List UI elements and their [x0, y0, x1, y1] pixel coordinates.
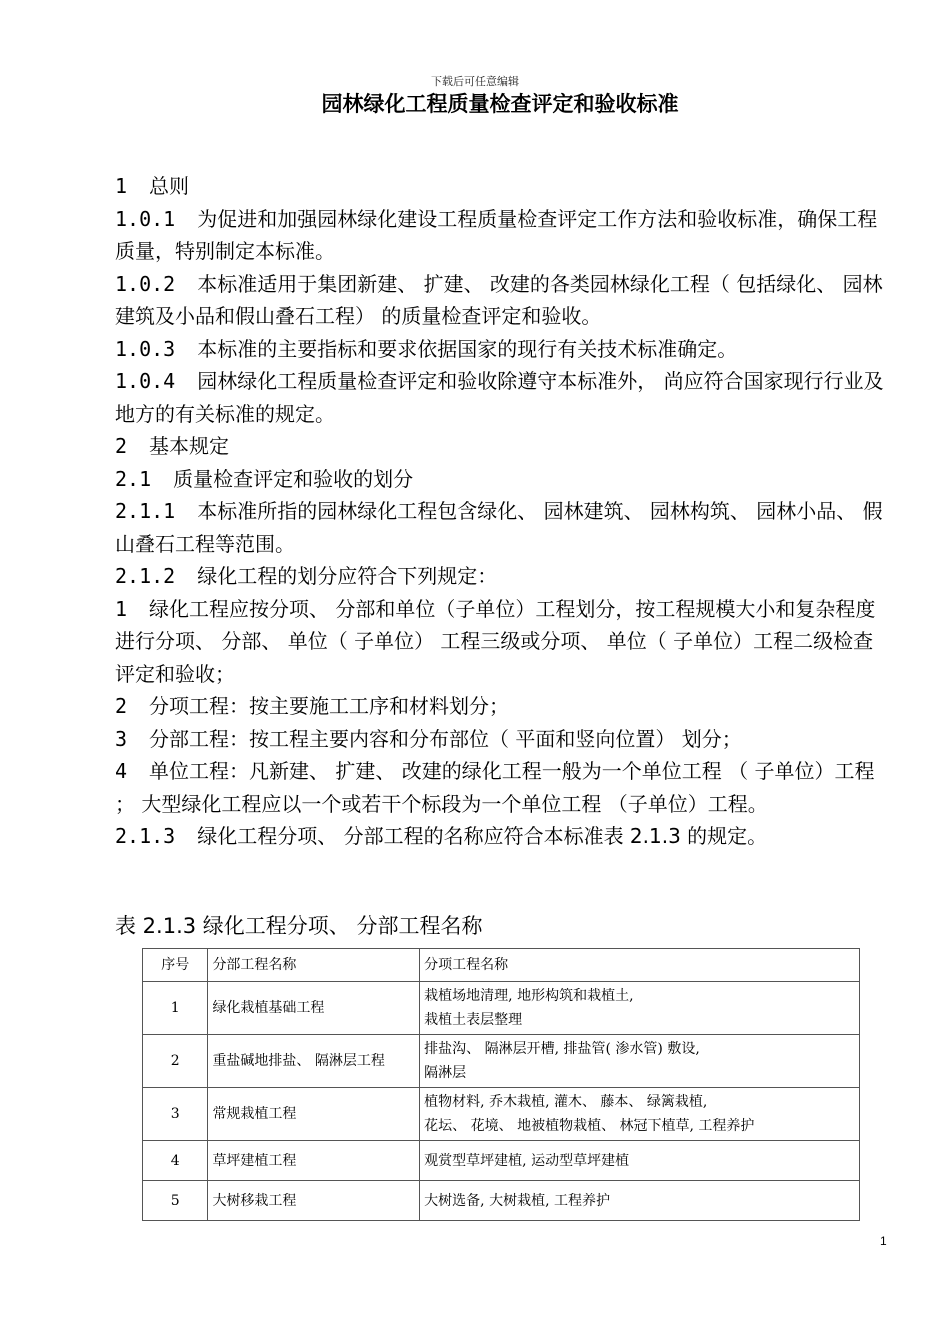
clause-number: 1.0.4 — [115, 369, 176, 393]
page-number: 1 — [880, 1234, 887, 1248]
table-header-row — [143, 949, 860, 982]
clause-number: 2 — [115, 694, 128, 718]
item-names — [420, 982, 860, 1035]
paragraph — [115, 170, 890, 203]
row-number: 2 — [143, 1035, 208, 1088]
clause-number: 2.1.1 — [115, 499, 176, 523]
clause-text: 基本规定 — [149, 434, 230, 458]
table-row — [143, 1181, 860, 1221]
table-row — [143, 1141, 860, 1181]
part-name: 草坪建植工程 — [208, 1141, 420, 1181]
clause-number: 1.0.1 — [115, 206, 176, 231]
document-title: 园林绿化工程质量检查评定和验收标准 — [321, 92, 679, 116]
paragraph — [115, 430, 890, 463]
row-number: 3 — [143, 1088, 208, 1141]
clause-text: 绿化工程的划分应符合下列规定： — [197, 564, 498, 588]
clause-text: 绿化工程分项、 分部工程的名称应符合本标准表 2.1.3 的规定。 — [197, 824, 768, 848]
paragraph — [115, 593, 890, 691]
clause-text: 分部工程：按工程主要内容和分布部位（ 平面和竖向位置） 划分； — [149, 726, 742, 751]
column-header: 分部工程名称 — [208, 949, 420, 982]
item-line: 大树选备, 大树栽植, 工程养护 — [424, 1192, 610, 1209]
clause-text: 单位工程：凡新建、 扩建、 改建的绿化工程一般为一个单位工程 （ 子单位）工程 ； 大型绿化工程应以一个或若干个标段为一个单位工程 （子单位）工程。 — [115, 759, 875, 816]
clause-number: 1.0.3 — [115, 336, 176, 361]
item-names — [420, 1088, 860, 1141]
header-note: 下载后可任意编辑 — [431, 75, 519, 88]
paragraph — [115, 560, 890, 593]
table-row — [143, 982, 860, 1035]
paragraph — [115, 268, 890, 333]
clause-text: 总则 — [149, 174, 190, 198]
column-header: 分项工程名称 — [420, 949, 860, 982]
part-name: 大树移栽工程 — [208, 1181, 420, 1221]
clause-text: 本标准的主要指标和要求依据国家的现行有关技术标准确定。 — [197, 336, 738, 361]
clause-text: 园林绿化工程质量检查评定和验收除遵守本标准外， 尚应符合国家现行行业及地方的有关标准的规定。 — [115, 369, 884, 426]
clause-number: 2.1 — [115, 466, 152, 491]
part-name: 重盐碱地排盐、 隔淋层工程 — [208, 1035, 420, 1088]
clause-number: 2.1.3 — [115, 824, 176, 848]
table-caption: 表 2.1.3 绿化工程分项、 分部工程名称 — [115, 914, 483, 938]
paragraph — [115, 333, 890, 366]
clause-number: 2.1.2 — [115, 564, 176, 588]
clause-number: 1 — [115, 596, 128, 621]
paragraph — [115, 690, 890, 723]
clause-text: 质量检查评定和验收的划分 — [173, 466, 414, 491]
clause-number: 3 — [115, 726, 128, 751]
clause-number: 1 — [115, 174, 128, 198]
item-line: 隔淋层 — [424, 1065, 467, 1081]
item-line: 栽植场地清理, 地形构筑和栽植土, — [424, 988, 634, 1004]
column-header: 序号 — [143, 949, 208, 982]
table-row — [143, 1088, 860, 1141]
clause-text: 分项工程：按主要施工工序和材料划分； — [149, 694, 510, 718]
clause-text: 绿化工程应按分项、 分部和单位（子单位）工程划分，按工程规模大小和复杂程度进行分项、 分部、 单位（ 子单位） 工程三级或分项、 单位（ 子单位）工程二级检查评定和验收； — [115, 596, 876, 686]
item-line: 栽植土表层整理 — [424, 1012, 523, 1028]
part-name: 常规栽植工程 — [208, 1088, 420, 1141]
item-names — [420, 1141, 860, 1181]
paragraph — [115, 723, 890, 756]
item-names — [420, 1035, 860, 1088]
paragraph — [115, 820, 890, 853]
table-row — [143, 1035, 860, 1088]
paragraph — [115, 463, 890, 496]
row-number: 5 — [143, 1181, 208, 1221]
item-line: 观赏型草坪建植, 运动型草坪建植 — [424, 1152, 630, 1169]
item-line: 植物材料, 乔木栽植, 灌木、 藤本、 绿篱栽植, — [424, 1094, 708, 1110]
clause-number: 1.0.2 — [115, 271, 176, 296]
clause-number: 4 — [115, 759, 128, 783]
clause-number: 2 — [115, 434, 128, 458]
item-line: 排盐沟、 隔淋层开槽, 排盐管( 渗水管) 敷设, — [424, 1041, 700, 1057]
clause-text: 本标准适用于集团新建、 扩建、 改建的各类园林绿化工程（ 包括绿化、 园林建筑及小品和假山叠石工程） 的质量检查评定和验收。 — [115, 271, 883, 328]
clause-text: 为促进和加强园林绿化建设工程质量检查评定工作方法和验收标准，确保工程质量，特别制定本标准。 — [115, 206, 878, 263]
item-names — [420, 1181, 860, 1221]
paragraph — [115, 495, 890, 560]
paragraph — [115, 203, 890, 268]
body-text — [115, 170, 890, 853]
work-division-table — [142, 948, 860, 1221]
paragraph — [115, 755, 890, 820]
clause-text: 本标准所指的园林绿化工程包含绿化、 园林建筑、 园林构筑、 园林小品、 假山叠石工程等范围。 — [115, 499, 883, 556]
item-line: 花坛、 花境、 地被植物栽植、 林冠下植草, 工程养护 — [424, 1118, 755, 1134]
part-name: 绿化栽植基础工程 — [208, 982, 420, 1035]
row-number: 4 — [143, 1141, 208, 1181]
row-number: 1 — [143, 982, 208, 1035]
paragraph — [115, 365, 890, 430]
